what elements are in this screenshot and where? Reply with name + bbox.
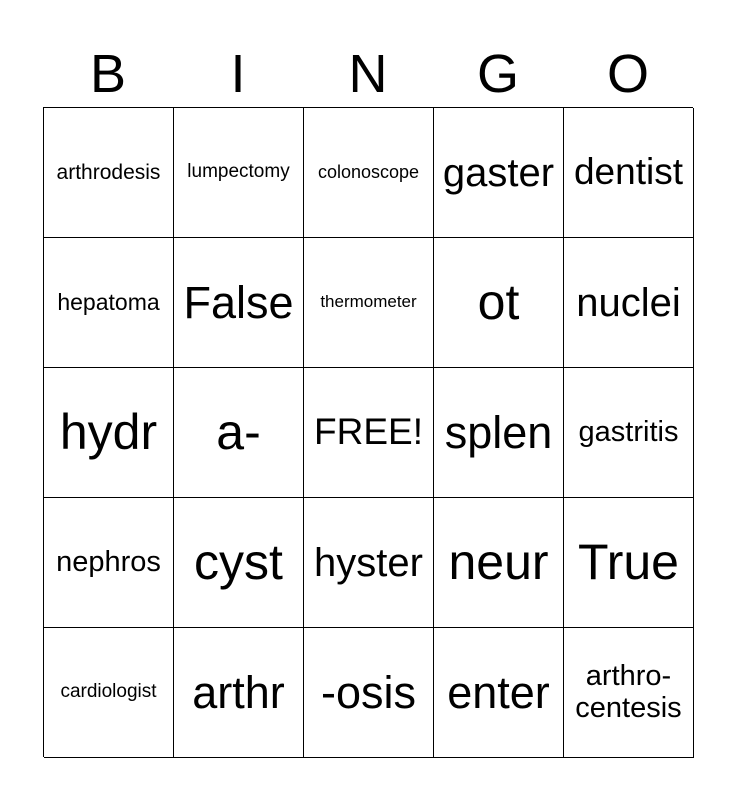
bingo-cell[interactable]: splen: [434, 368, 564, 498]
header-letter-b: B: [89, 44, 127, 104]
bingo-cell[interactable]: neur: [434, 498, 564, 628]
bingo-cell[interactable]: nuclei: [564, 238, 694, 368]
bingo-cell[interactable]: thermometer: [304, 238, 434, 368]
bingo-cell[interactable]: dentist: [564, 108, 694, 238]
header-letter-n: N: [348, 44, 388, 104]
bingo-cell[interactable]: arthrodesis: [44, 108, 174, 238]
header-letter-o: O: [606, 44, 649, 104]
bingo-cell[interactable]: hyster: [304, 498, 434, 628]
bingo-cell[interactable]: nephros: [44, 498, 174, 628]
header-letter-i: I: [230, 44, 246, 104]
bingo-cell[interactable]: hepatoma: [44, 238, 174, 368]
bingo-cell[interactable]: enter: [434, 628, 564, 758]
bingo-cell[interactable]: False: [174, 238, 304, 368]
bingo-cell[interactable]: cardiologist: [44, 628, 174, 758]
bingo-cell[interactable]: a-: [174, 368, 304, 498]
bingo-cell[interactable]: gaster: [434, 108, 564, 238]
header-letter-g: G: [476, 44, 519, 104]
bingo-cell[interactable]: gastritis: [564, 368, 694, 498]
bingo-cell[interactable]: arthro-centesis: [564, 628, 694, 758]
bingo-cell[interactable]: hydr: [44, 368, 174, 498]
bingo-cell[interactable]: -osis: [304, 628, 434, 758]
bingo-cell[interactable]: FREE!: [304, 368, 434, 498]
bingo-cell[interactable]: lumpectomy: [174, 108, 304, 238]
bingo-cell[interactable]: cyst: [174, 498, 304, 628]
bingo-cell[interactable]: colonoscope: [304, 108, 434, 238]
bingo-header: [43, 40, 693, 108]
bingo-board: [43, 107, 693, 757]
bingo-cell[interactable]: True: [564, 498, 694, 628]
bingo-cell[interactable]: arthr: [174, 628, 304, 758]
bingo-cell[interactable]: ot: [434, 238, 564, 368]
